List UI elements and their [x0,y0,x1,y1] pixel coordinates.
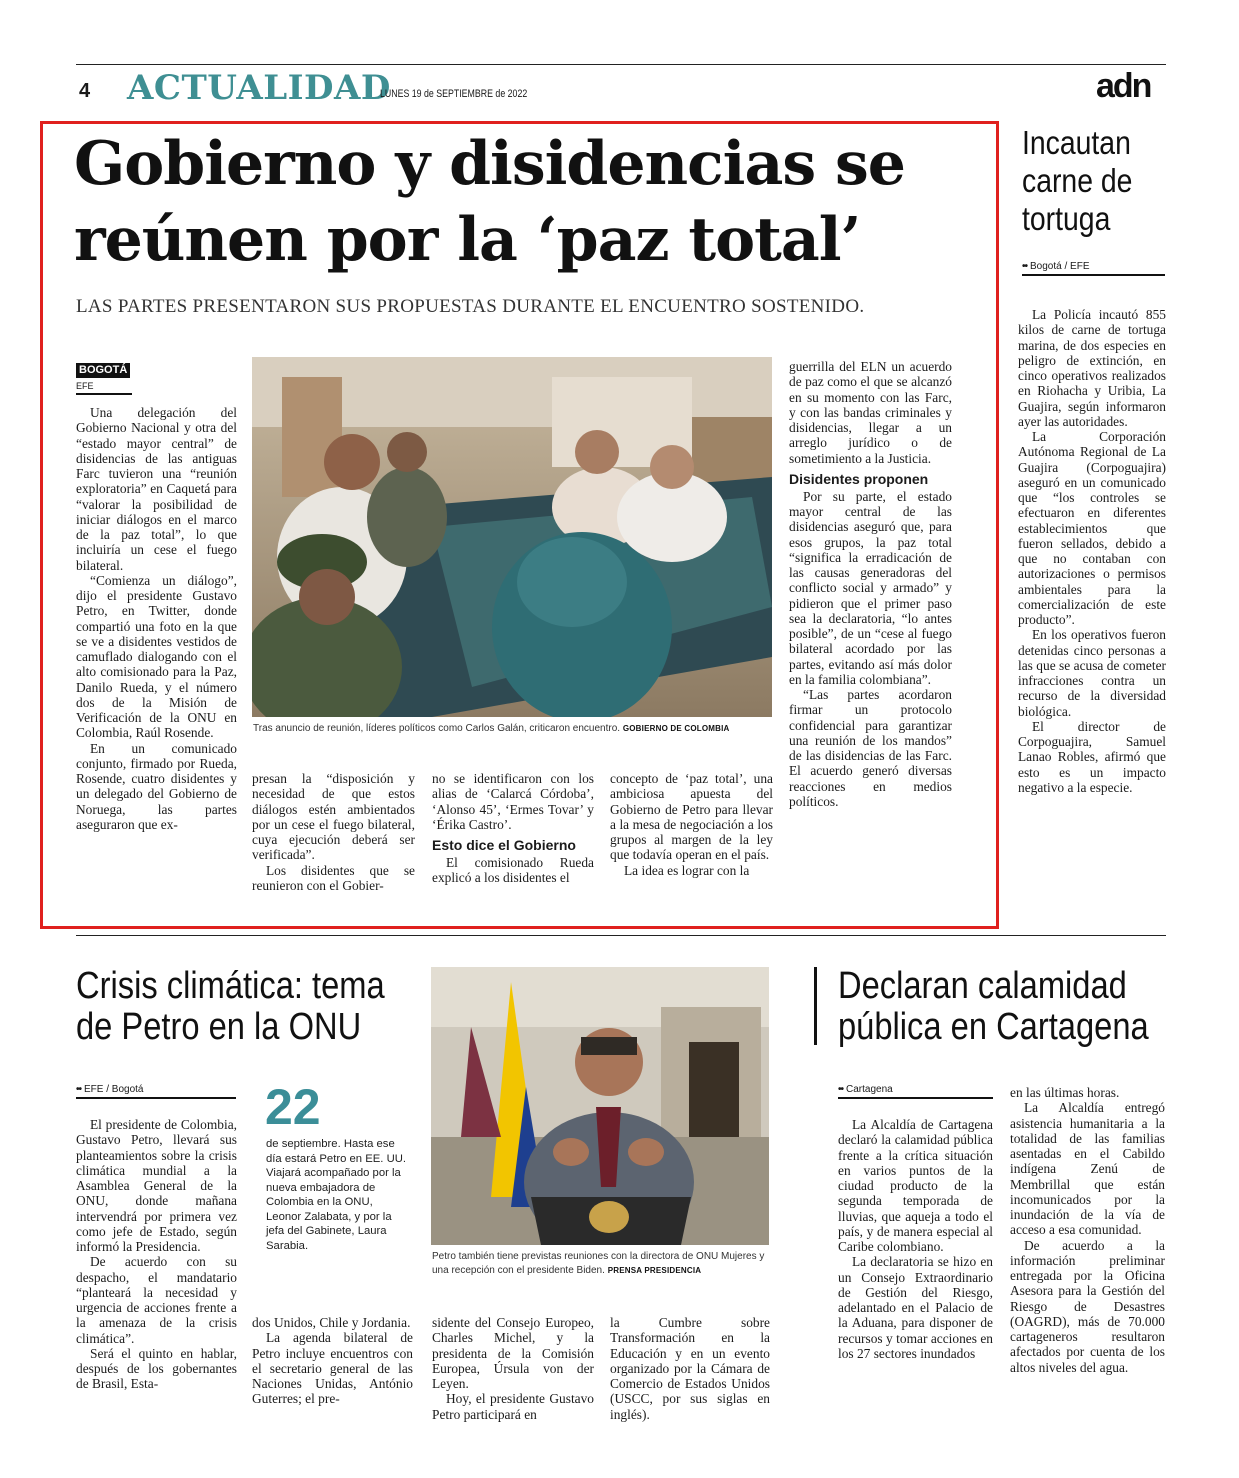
main-col1-p2: “Comienza un diálogo”, dijo el presidente Gustavo Petro, en Twitter, donde compartió una foto en la que se ve a disidentes vestidos de camuflado dialogando con el alto comisionado para la Paz, Danilo Rueda, y el número dos de la Misión de Verificación de la ONU en Colombia, Raúl Rosende. [76,572,237,741]
mid-rule [76,935,1166,936]
climate-col2-p2: La agenda bilateral de Petro incluye encuentros con el secretario general de las Naciones Unidas, António Guterres; el pre- [252,1330,413,1407]
side-headline [1022,124,1132,238]
page-number: 4 [79,80,91,102]
byline-dots-icon: •• [76,1084,82,1095]
side-p3: En los operativos fueron detenidas cinco personas a las que se acusa de cometer infracciones contra un recurso de la diversidad biológica. [1018,627,1166,719]
main-col2-p2: Los disidentes que se reunieron con el Gobier- [252,862,415,893]
cartagena-col1-p2: La declaratoria se hizo en un Consejo Extraordinario de Gestión del Riesgo, adelantado en el Palacio de la Aduana, para disponer de recursos y tomar acciones en los 27 sectores inundados [838,1254,993,1361]
climate-stat-number: 22 [265,1079,321,1135]
main-caption-text: Tras anuncio de reunión, líderes políticos como Carlos Galán, criticaron encuentro. [253,723,621,734]
climate-col1-p1: El presidente de Colombia, Gustavo Petro, llevará sus planteamientos sobre la crisis climática mundial a la Asamblea General de la ONU, donde mañana intervendrá por primera vez como jefe de Estado, según informó la Presidencia. [76,1117,237,1254]
main-col3-p1: no se identificaron con los alias de ‘Calarcá Córdoba’, ‘Alonso 45’, ‘Ermes Tovar’ y ‘Érika Castro’. [432,771,594,832]
side-p4: El director de Corpoguajira, Samuel Lanao Robles, afirmó que esto es un impacto negativo a la especie. [1018,718,1166,795]
petro-photo-caption [432,1250,768,1278]
cartagena-vertical-rule [814,967,817,1045]
climate-col-3 [432,1315,594,1422]
side-byline-text: Bogotá / EFE [1030,261,1090,272]
cartagena-col2-p1: en las últimas horas. [1010,1085,1120,1100]
cartagena-headline-line2: pública en Cartagena [838,1006,1149,1048]
climate-byline-text: EFE / Bogotá [84,1084,144,1095]
main-headline-line1: Gobierno y disidencias se [74,129,905,199]
main-col1-p1: Una delegación del Gobierno Nacional y otra del “estado mayor central” de disidencias de las antiguas Farc tuvieron una “reunión exploratoria” en Caquetá para “valorar la posibilidad de iniciar diálogos en el marco de la paz total”, lo que incluiría un cese el fuego bilateral. [76,405,237,573]
petro-caption-text: Petro también tiene previstas reuniones con la directora de ONU Mujeres y una recepción con el presidente Biden. [432,1251,765,1276]
climate-headline [76,966,385,1048]
main-col4-p1: concepto de ‘paz total’, una ambiciosa apuesta del Gobierno de Petro para llevar a la mesa de negociación a los grupos al margen de la ley que todavía operan en el país. [610,771,773,863]
cartagena-headline [838,966,1149,1048]
main-col-5 [789,359,952,809]
adn-logo [1096,67,1168,103]
main-col3-subhead: Esto dice el Gobierno [432,837,576,853]
main-subhead: LAS PARTES PRESENTARON SUS PROPUESTAS DURANTE EL ENCUENTRO SOSTENIDO. [76,296,865,317]
cartagena-byline [838,1084,993,1099]
main-col-2 [252,771,415,893]
main-col1-p3: En un comunicado conjunto, firmado por Rueda, Rosende, cuatro disidentes y un delegado del Gobierno de Noruega, las partes aseguraron que ex- [76,740,237,832]
main-col5-subhead: Disidentes proponen [789,470,929,487]
climate-col-2 [252,1315,413,1407]
climate-col-1 [76,1117,237,1392]
byline-dots-icon: •• [1022,261,1028,272]
speaker-photo-illustration [431,967,769,1245]
climate-col3-p1: sidente del Consejo Europeo, Charles Michel, y la presidenta de la Comisión Europea, Úrsula von der Leyen. [432,1315,594,1391]
cartagena-col-1 [838,1117,993,1361]
side-headline-line2: carne de [1022,162,1133,199]
side-p2: La Corporación Autónoma Regional de La Guajira (Corpoguajira) aseguró en un comunicado que “los controles se efectuaron en diferentes establecimientos que fueron sellados, debido a que no contaban con autorizaciones o permisos ambientales para la comercialización de este producto”. [1018,429,1166,627]
climate-headline-line2: de Petro en la ONU [76,1006,362,1048]
side-p1: La Policía incautó 855 kilos de carne de tortuga marina, de dos especies en peligro de extinción, en cinco operativos realizados en Riohacha y Uribia, La Guajira, según informaron ayer las autoridades. [1018,307,1166,429]
main-photo-caption [253,722,773,736]
main-col5-p1: guerrilla del ELN un acuerdo de paz como el que se alcanzó en su momento con las Farc, y con las bandas criminales y disidencias, llegar a un arreglo jurídico o de sometimiento a la Justicia. [789,359,952,466]
petro-caption-credit: PRENSA PRESIDENCIA [607,1266,702,1275]
petro-photo [431,967,769,1245]
main-col3-p2: El comisionado Rueda explicó a los disidentes el [432,855,594,886]
main-headline-line2: reúnen por la ‘paz total’ [74,205,861,275]
cartagena-col-2 [1010,1085,1165,1375]
cartagena-col1-p1: La Alcaldía de Cartagena declaró la calamidad pública frente a la crítica situación en varios puntos de la ciudad producto de la segunda temporada de lluvias, que aqueja a todo el país, y de manera especial al Caribe colombiano. [838,1117,993,1254]
side-headline-line3: tortuga [1022,200,1111,237]
cartagena-headline-line1: Declaran calamidad [838,965,1127,1007]
main-headline [74,126,905,278]
main-col5-p3: “Las partes acordaron firmar un protocolo confidencial para garantizar una reunión de los mandos” de las disidencias de las Farc. El acuerdo generó diversas reacciones en medios políticos. [789,687,952,809]
main-col-4 [610,771,773,878]
cartagena-byline-text: Cartagena [846,1084,893,1095]
issue-date: LUNES 19 de SEPTIEMBRE de 2022 [380,88,528,100]
main-col5-p2: Por su parte, el estado mayor central de las disidencias aseguró que, para esos grupos, la paz total “significa la erradicación de las causas generadoras del conflicto social y armado” y pidieron que el primer paso sea la declaratoria, “lo antes posible”, de un “cese al fuego bilateral acordado por las partes, evitando así más dolor en la familia colombiana”. [789,488,952,687]
byline-dots-icon: •• [838,1084,844,1095]
climate-col4-p1: la Cumbre sobre Transformación en la Educación y en un evento organizado por la Cámara de Comercio de Estados Unidos (USCC, por sus siglas en inglés). [610,1315,770,1422]
climate-stat-text: de septiembre. Hasta ese día estará Petro en EE. UU. Viajará acompañado por la nueva embajadora de Colombia en la ONU, Leonor Zalabata, y por la jefa del Gabinete, Laura Sarabia. [266,1138,407,1252]
meeting-photo-illustration [252,357,772,717]
main-col4-p2: La idea es lograr con la [624,862,750,878]
section-title: ACTUALIDAD [127,68,391,108]
climate-col1-p2: De acuerdo con su despacho, el mandatario “planteará la necesidad y urgencia de acciones frente a la amenaza de la crisis climática”. [76,1254,237,1346]
side-headline-line1: Incautan [1022,124,1131,161]
climate-byline [76,1084,236,1099]
side-byline [1022,261,1165,276]
climate-col3-p2: Hoy, el presidente Gustavo Petro participará en [432,1391,594,1422]
dateline-agency: EFE [76,379,132,395]
main-photo [252,357,772,717]
main-col-3 [432,771,594,886]
dateline [76,358,132,395]
main-col-1 [76,405,237,832]
climate-col2-p1: dos Unidos, Chile y Jordania. [252,1315,411,1330]
climate-headline-line1: Crisis climática: tema [76,965,385,1007]
main-caption-credit: GOBIERNO DE COLOMBIA [622,724,730,733]
logo-text: adn [1096,67,1151,105]
climate-col1-p3: Será el quinto en hablar, después de los gobernantes de Brasil, Esta- [76,1345,237,1392]
cartagena-col2-p2: La Alcaldía entregó asistencia humanitaria a la totalidad de las familias asentadas en el Cabildo indígena Zenú de Membrillal que están incomunicados por la inundación de la vía de acceso a esa comunidad. [1010,1100,1165,1238]
cartagena-col2-p3: De acuerdo a la información preliminar entregada por la Oficina Asesora para la Gestión del Riesgo de Desastres (OAGRD), más de 70.000 cartageneros resultaron afectados por cuenta de los altos niveles del agua. [1010,1237,1165,1375]
dateline-city: BOGOTÁ [76,363,130,378]
top-rule [76,64,1166,65]
side-body [1018,307,1166,795]
climate-col-4 [610,1315,770,1422]
main-col2-p1: presan la “disposición y necesidad de que estos diálogos estén ambientados por un cese el fuego bilateral, cuya ejecución deberá ser verificada”. [252,771,415,863]
